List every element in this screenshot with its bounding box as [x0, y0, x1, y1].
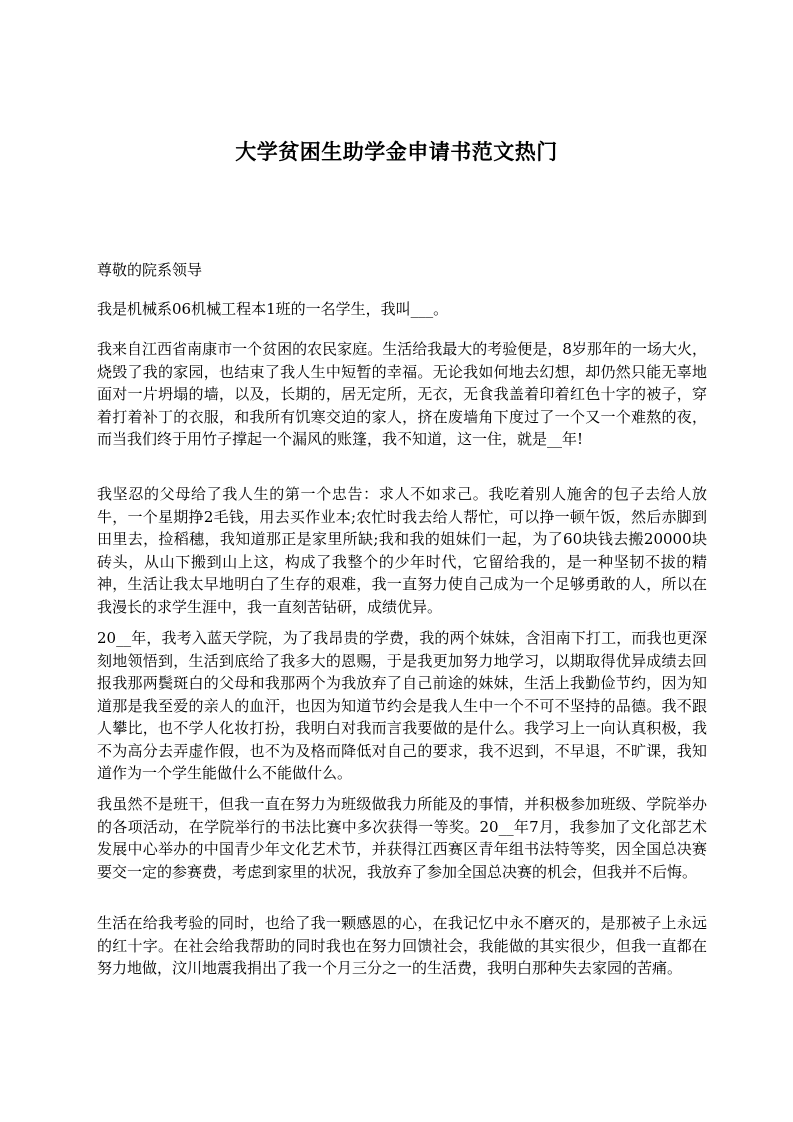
paragraph-intro: 我是机械系06机械工程本1班的一名学生，我叫___。 [97, 300, 449, 318]
paragraph-parents-advice: 我坚忍的父母给了我人生的第一个忠告：求人不如求己。我吃着别人施舍的包子去给人放牛，一个星期挣2毛钱，用去买作业本;农忙时我去给人帮忙，可以挣一顿午饭，然后赤脚到田里去，捡稻穗，我知道那正是家里所缺;我和我的姐妹们一起，为了60块钱去搬20000块砖头，从山下搬到山上这，构成了我整个的少年时代，它留给我的，是一种坚韧不拔的精神，生活让我太早地明白了生存的艰难，我一直努力使自己成为一个足够勇敢的人，所以在我漫长的求学生涯中，我一直刻苦钻研，成绩优异。 [97, 485, 707, 616]
paragraph-gratitude: 生活在给我考验的同时，也给了我一颗感恩的心，在我记忆中永不磨灭的，是那被子上永远的红十字。在社会给我帮助的同时我也在努力回馈社会，我能做的其实很少，但我一直都在努力地做，汶川地震我捐出了我一个月三分之一的生活费，我明白那种失去家园的苦痛。 [97, 914, 707, 977]
document-title: 大学贫困生助学金申请书范文热门 [235, 140, 558, 164]
paragraph-activities: 我虽然不是班干，但我一直在努力为班级做我力所能及的事情，并积极参加班级、学院举办的各项活动，在学院举行的书法比赛中多次获得一等奖。20__年7月，我参加了文化部艺术发展中心举办的中国青少年文化艺术节，并获得江西赛区青年组书法特等奖，因全国总决赛要交一定的参赛费，考虑到家里的状况，我放弃了参加全国总决赛的机会，但我并不后悔。 [97, 795, 707, 881]
paragraph-family-background: 我来自江西省南康市一个贫困的农民家庭。生活给我最大的考验便是，8岁那年的一场大火，烧毁了我的家园，也结束了我人生中短暂的幸福。无论我如何地去幻想，却仍然只能无辜地面对一片坍塌的墙，以及，长期的，居无定所，无衣，无食我盖着印着红色十字的被子，穿着打着补丁的衣服，和我所有饥寒交迫的家人，挤在废墙角下度过了一个又一个难熬的夜，而当我们终于用竹子撑起一个漏风的账篷，我不知道，这一住，就是__年! [97, 340, 707, 448]
paragraph-college-life: 20__年，我考入蓝天学院，为了我昂贵的学费，我的两个妹妹，含泪南下打工，而我也更深刻地领悟到，生活到底给了我多大的恩赐，于是我更加努力地学习，以期取得优异成绩去回报我那两鬓斑白的父母和我那两个为我放弃了自己前途的妹妹，生活上我勤俭节约，因为知道那是我至爱的亲人的血汗，也因为知道节约会是我人生中一个不可不坚持的品德。我不跟人攀比，也不学人化妆打扮，我明白对我而言我要做的是什么。我学习上一向认真积极，我不为高分去弄虚作假，也不为及格而降低对自己的要求，我不迟到，不早退，不旷课，我知道作为一个学生能做什么不能做什么。 [97, 629, 707, 782]
salutation: 尊敬的院系领导 [97, 261, 203, 279]
